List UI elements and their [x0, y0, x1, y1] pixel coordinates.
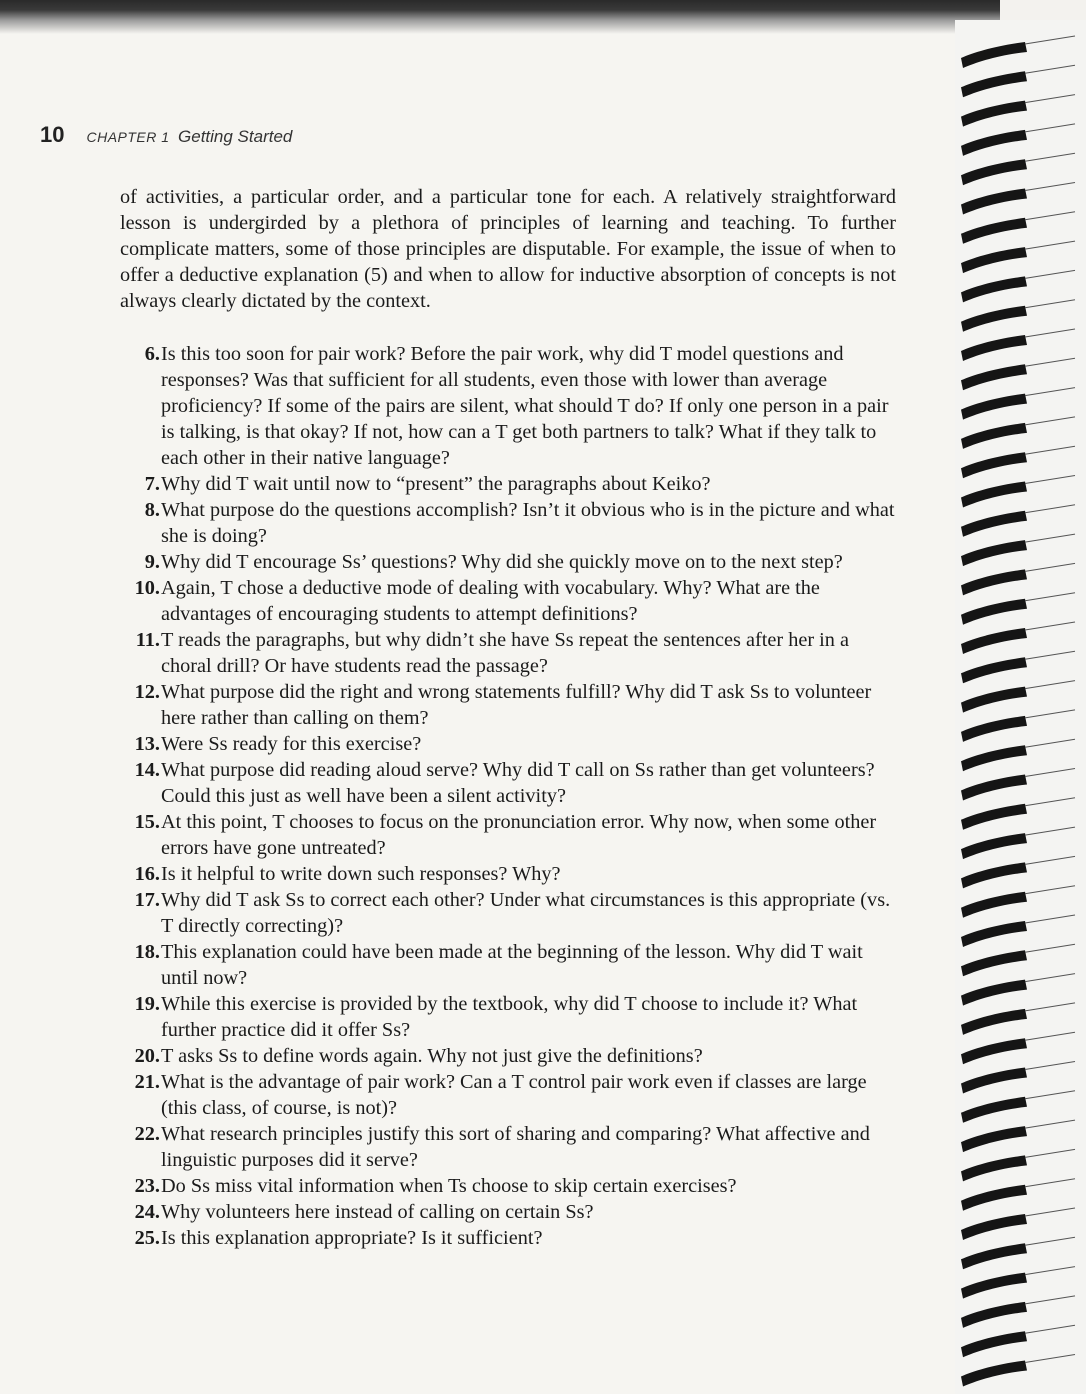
- chapter-title: Getting Started: [178, 127, 293, 146]
- question-number: 17.: [134, 889, 160, 911]
- question-number: 19.: [134, 993, 160, 1015]
- question-number: 14.: [134, 759, 160, 781]
- question-text: What purpose do the questions accomplish? Isn’t it obvious who is in the picture and what she is doing?: [161, 499, 895, 547]
- question-item: [120, 575, 896, 627]
- question-text: What purpose did reading aloud serve? Why did T call on Ss rather than get volunteers? Could this just as well have been a silent activity?: [161, 759, 875, 807]
- question-item: [120, 731, 896, 757]
- question-number: 21.: [134, 1071, 160, 1093]
- question-text: Do Ss miss vital information when Ts choose to skip certain exercises?: [161, 1175, 737, 1197]
- question-item: [120, 471, 896, 497]
- running-head: [40, 122, 292, 148]
- question-item: [120, 1173, 896, 1199]
- question-number: 16.: [134, 863, 160, 885]
- question-text: T asks Ss to define words again. Why not just give the definitions?: [161, 1045, 703, 1067]
- question-text: Is this too soon for pair work? Before the pair work, why did T model questions and responses? Was that sufficient for all students, even those with lower than average proficiency? If some of the pairs are silent, what should T do? If only one person in a pair is talking, is that okay? If not, how can a T get both partners to talk? What if they talk to each other in their native language?: [161, 343, 889, 469]
- question-number: 15.: [134, 811, 160, 833]
- question-item: [120, 939, 896, 991]
- question-number: 11.: [135, 629, 160, 651]
- question-text: T reads the paragraphs, but why didn’t she have Ss repeat the sentences after her in a choral drill? Or have students read the passage?: [161, 629, 850, 677]
- question-number: 20.: [134, 1045, 160, 1067]
- intro-paragraph: of activities, a particular order, and a particular tone for each. A relatively straightforward lesson is undergirded by a plethora of principles of learning and teaching. To further complicate matters, some of those principles are disputable. For example, the issue of when to offer a deductive explanation (5) and when to allow for inductive absorption of concepts is not always clearly dictated by the context.: [120, 186, 896, 312]
- question-number: 23.: [134, 1175, 160, 1197]
- question-text: While this exercise is provided by the textbook, why did T choose to include it? What further practice did it offer Ss?: [161, 993, 858, 1041]
- question-item: [120, 809, 896, 861]
- question-item: [120, 1043, 896, 1069]
- question-number: 22.: [134, 1123, 160, 1145]
- question-text: What purpose did the right and wrong statements fulfill? Why did T ask Ss to volunteer here rather than calling on them?: [161, 681, 872, 729]
- question-text: Again, T chose a deductive mode of dealing with vocabulary. Why? What are the advantages of encouraging students to attempt definitions?: [161, 577, 820, 625]
- question-item: [120, 549, 896, 575]
- question-text: Is it helpful to write down such responses? Why?: [161, 863, 561, 885]
- page-number: 10: [40, 122, 65, 147]
- question-item: [120, 1121, 896, 1173]
- question-text: Why did T ask Ss to correct each other? Under what circumstances is this appropriate (vs. T directly correcting)?: [161, 889, 891, 937]
- question-number: 10.: [134, 577, 160, 599]
- question-item: [120, 991, 896, 1043]
- question-number: 9.: [144, 551, 160, 573]
- question-item: [120, 887, 896, 939]
- question-item: [120, 1225, 896, 1251]
- question-item: [120, 497, 896, 549]
- question-text: Why did T wait until now to “present” the paragraphs about Keiko?: [161, 473, 711, 495]
- question-text: Is this explanation appropriate? Is it sufficient?: [161, 1227, 543, 1249]
- scan-shadow: [0, 0, 1000, 34]
- question-list: [120, 341, 896, 1251]
- question-number: 8.: [144, 499, 160, 521]
- question-text: This explanation could have been made at the beginning of the lesson. Why did T wait until now?: [161, 941, 863, 989]
- question-text: At this point, T chooses to focus on the pronunciation error. Why now, when some other errors have gone untreated?: [161, 811, 877, 859]
- question-number: 24.: [134, 1201, 160, 1223]
- question-item: [120, 1199, 896, 1225]
- question-item: [120, 341, 896, 471]
- question-number: 7.: [144, 473, 160, 495]
- question-text: What is the advantage of pair work? Can a T control pair work even if classes are large (this class, of course, is not)?: [161, 1071, 867, 1119]
- question-number: 13.: [134, 733, 160, 755]
- question-item: [120, 679, 896, 731]
- question-text: Why volunteers here instead of calling on certain Ss?: [161, 1201, 594, 1223]
- spiral-binding: [955, 20, 1086, 1394]
- question-item: [120, 757, 896, 809]
- question-item: [120, 861, 896, 887]
- question-number: 6.: [144, 343, 160, 365]
- question-text: Why did T encourage Ss’ questions? Why did she quickly move on to the next step?: [161, 551, 843, 573]
- question-item: [120, 1069, 896, 1121]
- question-item: [120, 627, 896, 679]
- question-text: Were Ss ready for this exercise?: [161, 733, 422, 755]
- chapter-label: CHAPTER 1: [86, 129, 170, 145]
- question-number: 25.: [134, 1227, 160, 1249]
- question-number: 18.: [134, 941, 160, 963]
- question-text: What research principles justify this sort of sharing and comparing? What affective and linguistic purposes did it serve?: [161, 1123, 870, 1171]
- question-number: 12.: [134, 681, 160, 703]
